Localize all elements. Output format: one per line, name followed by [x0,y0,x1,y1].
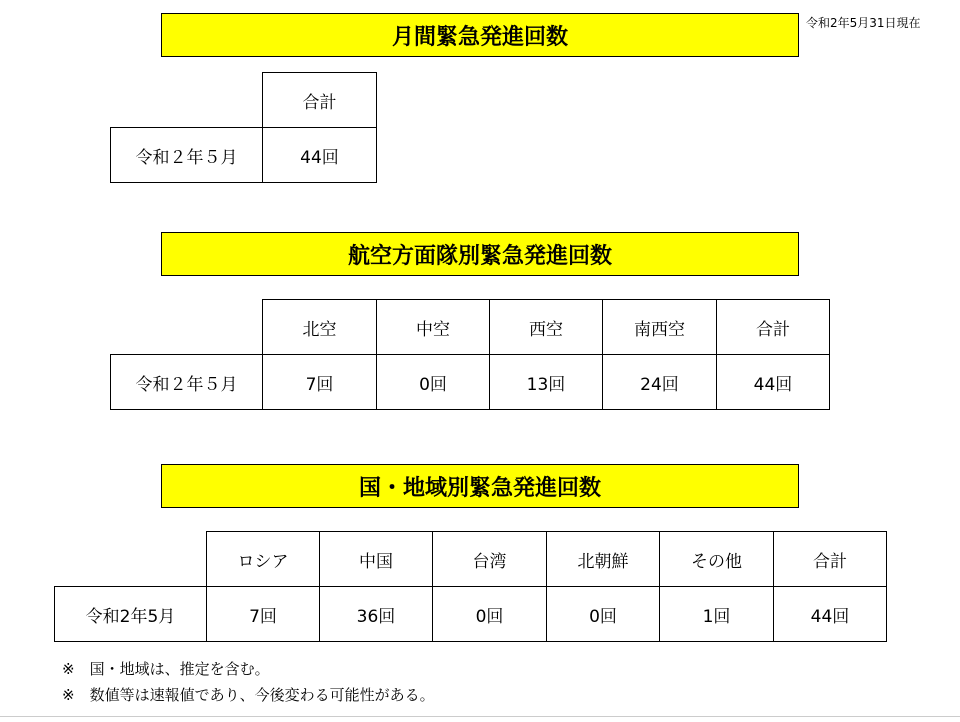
value-cell: 0回 [433,587,547,642]
header-cell: 西空 [490,300,603,355]
row-label: 令和2年5月 [55,587,207,642]
table-row [111,128,377,183]
table-row [111,355,830,410]
header-cell: 北朝鮮 [547,532,660,587]
header-cell: 合計 [717,300,830,355]
monthly-scramble-table [110,72,377,183]
value-cell: 0回 [547,587,660,642]
row-label: 令和２年５月 [111,355,263,410]
header-cell: ロシア [207,532,320,587]
section1-title: 月間緊急発進回数 [161,13,799,57]
section3-title: 国・地域別緊急発進回数 [161,464,799,508]
table-row [55,587,887,642]
table-header-row [111,300,830,355]
header-cell: 合計 [774,532,887,587]
value-cell: 7回 [263,355,377,410]
header-cell: 中国 [320,532,433,587]
value-cell: 1回 [660,587,774,642]
value-cell: 7回 [207,587,320,642]
value-cell: 24回 [603,355,717,410]
header-cell: 台湾 [433,532,547,587]
header-cell: 合計 [263,73,377,128]
header-cell: その他 [660,532,774,587]
section2-title: 航空方面隊別緊急発進回数 [161,232,799,276]
air-defense-force-table [110,299,830,410]
header-cell: 中空 [377,300,490,355]
header-cell: 南西空 [603,300,717,355]
corner-cell [111,300,263,355]
value-cell: 44回 [774,587,887,642]
header-cell: 北空 [263,300,377,355]
country-region-table [54,531,887,642]
bottom-divider [0,716,960,717]
footnotes [62,656,435,708]
value-cell: 44回 [263,128,377,183]
table-header-row [111,73,377,128]
value-cell: 13回 [490,355,603,410]
corner-cell [111,73,263,128]
table-header-row [55,532,887,587]
as-of-date-note: 令和2年5月31日現在 [806,16,921,30]
row-label: 令和２年５月 [111,128,263,183]
footnote: ※ 国・地域は、推定を含む。 [62,660,270,678]
value-cell: 44回 [717,355,830,410]
value-cell: 0回 [377,355,490,410]
footnote: ※ 数値等は速報値であり、今後変わる可能性がある。 [62,686,435,704]
value-cell: 36回 [320,587,433,642]
corner-cell [55,532,207,587]
